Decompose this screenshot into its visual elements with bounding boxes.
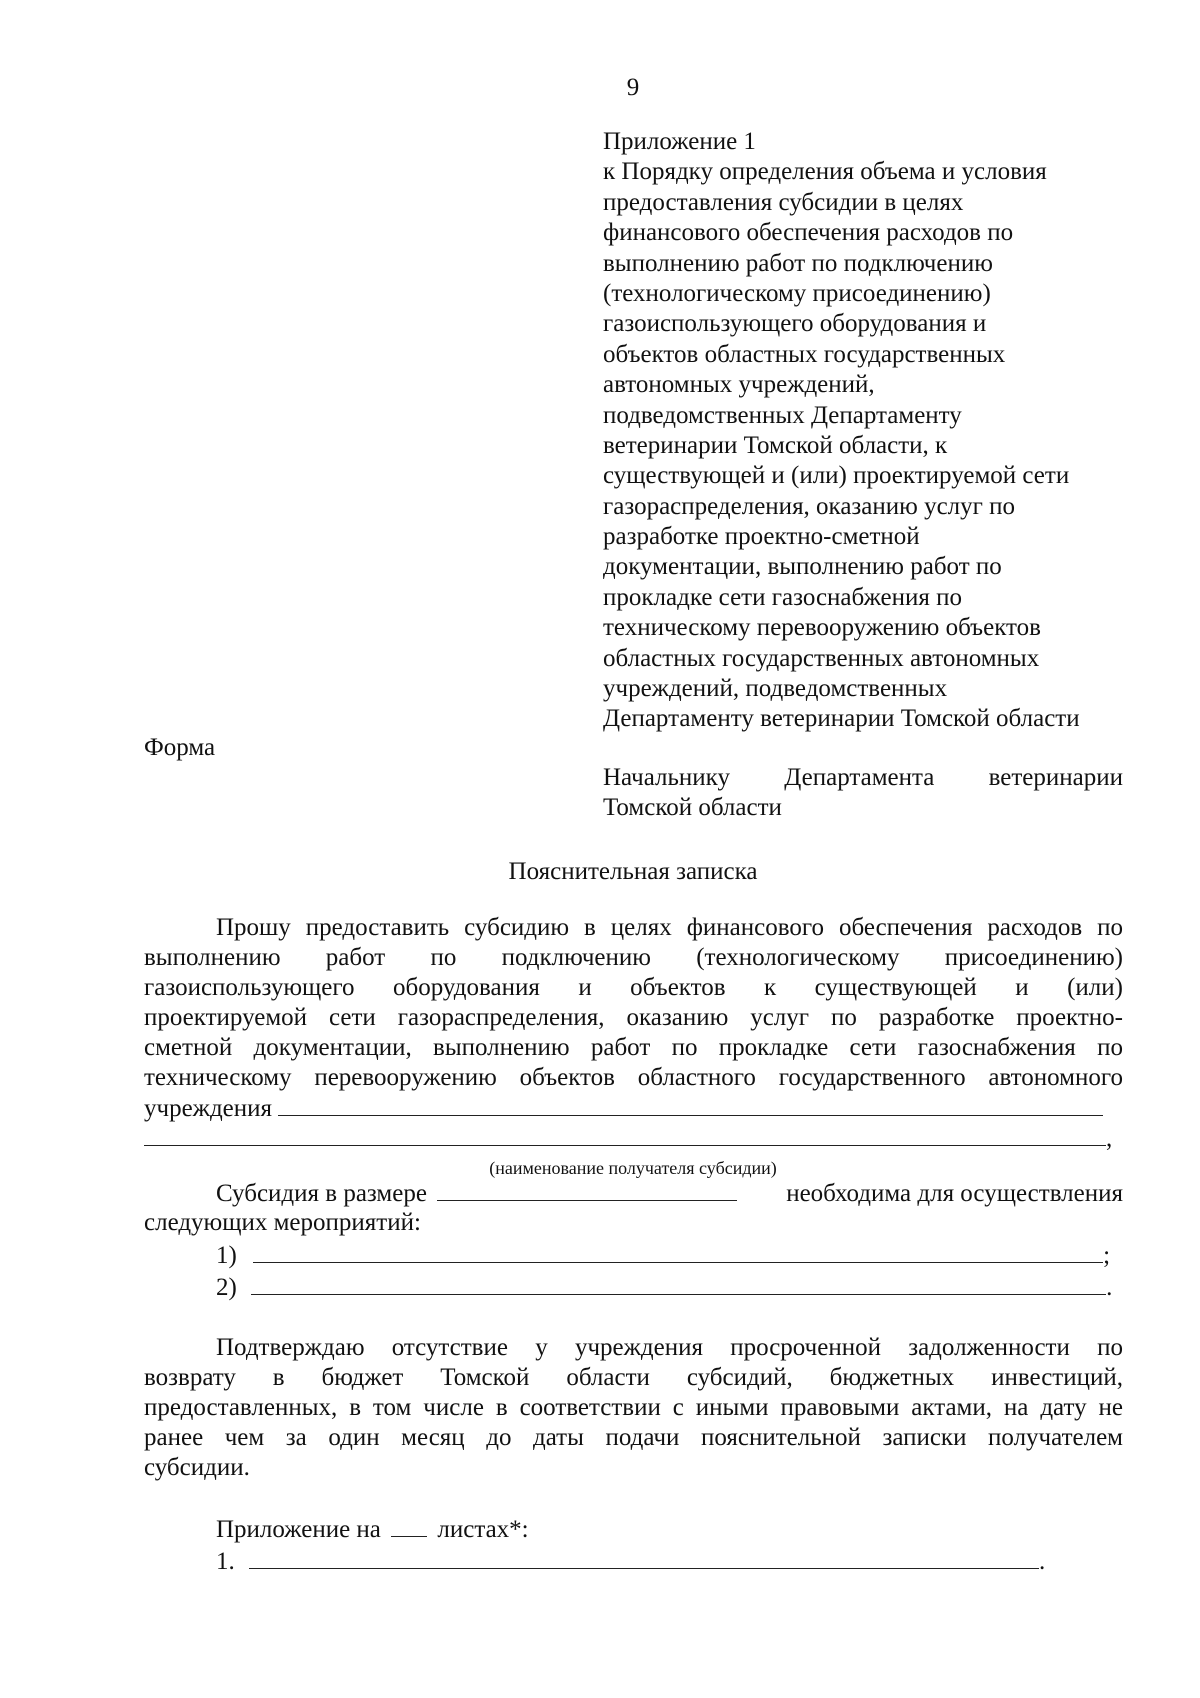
document-title: Пояснительная записка	[508, 858, 758, 885]
addressee-line: Начальнику Департамента ветеринарии	[603, 764, 1123, 791]
institution-name-field[interactable]	[278, 1093, 1103, 1116]
line-end-punct: ;	[1103, 1242, 1111, 1269]
measure-1-field[interactable]	[253, 1240, 1103, 1263]
appendix-line: (технологическому присоединению)	[603, 279, 991, 307]
subsidy-label: Субсидия в размере	[216, 1180, 427, 1207]
confirm-line: субсидии.	[144, 1454, 250, 1481]
addressee-block	[603, 763, 1123, 824]
appendix-line: финансового обеспечения расходов по	[603, 219, 1014, 247]
institution-line-2	[144, 1123, 1123, 1153]
request-line: газоиспользующего оборудования и объектов к существующей и (или)	[144, 974, 1123, 1001]
appendix-line: к Порядку определения объема и условия	[603, 158, 1047, 186]
appendix-line: учреждений, подведомственных	[603, 675, 948, 703]
appendix-line: газораспределения, оказанию услуг по	[603, 492, 1016, 520]
appendix-line: газоиспользующего оборудования и	[603, 310, 987, 338]
form-label: Форма	[144, 734, 216, 761]
institution-label: учреждения	[144, 1095, 273, 1122]
appendix-line: разработке проектно-сметной	[603, 523, 920, 551]
appendix-line: выполнению работ по подключению	[603, 249, 993, 277]
attachments-label: Приложение на	[216, 1516, 381, 1543]
measure-item-1	[216, 1240, 1123, 1270]
measure-number: 2)	[216, 1274, 237, 1301]
attachments-label-suffix: листах*:	[437, 1516, 529, 1543]
measure-number: 1)	[216, 1242, 237, 1269]
request-line: выполнению работ по подключению (технологическому присоединению)	[144, 944, 1123, 971]
line-end-punct: .	[1106, 1274, 1113, 1301]
confirm-line: предоставленных, в том числе в соответствии с иными правовыми актами, на дату не	[144, 1394, 1123, 1421]
line-end-punct: ,	[1106, 1125, 1113, 1152]
request-line: техническому перевооружению объектов областного государственного автономного	[144, 1064, 1123, 1091]
appendix-line: существующей и (или) проектируемой сети	[603, 462, 1070, 490]
measure-2-field[interactable]	[251, 1272, 1106, 1295]
pages-count-field[interactable]	[391, 1514, 427, 1537]
line-end-punct: .	[1039, 1548, 1046, 1575]
request-line: проектируемой сети газораспределения, оказанию услуг по разработке проектно-	[144, 1004, 1123, 1031]
institution-name-field-2[interactable]	[144, 1123, 1106, 1146]
appendix-line: Департаменту ветеринарии Томской области	[603, 705, 1080, 733]
appendix-line: областных государственных автономных	[603, 644, 1040, 672]
appendix-line: Приложение 1	[603, 128, 756, 155]
appendix-line: ветеринарии Томской области, к	[603, 431, 948, 459]
institution-line	[144, 1093, 1123, 1123]
confirm-line: ранее чем за один месяц до даты подачи пояснительной записки получателем	[144, 1424, 1123, 1451]
subsidy-amount-field[interactable]	[437, 1178, 737, 1201]
appendix-line: документации, выполнению работ по	[603, 553, 1002, 581]
subsidy-line: следующих мероприятий:	[144, 1209, 421, 1236]
appendix-line: подведомственных Департаменту	[603, 401, 962, 429]
attachment-number: 1.	[216, 1548, 235, 1575]
attachment-1-field[interactable]	[249, 1546, 1039, 1569]
appendix-line: автономных учреждений,	[603, 371, 875, 399]
attachment-item-1	[216, 1546, 1123, 1576]
appendix-line: предоставления субсидии в целях	[603, 188, 964, 216]
confirm-line: Подтверждаю отсутствие у учреждения просроченной задолженности по	[216, 1334, 1123, 1361]
confirm-line: возврату в бюджет Томской области субсидий, бюджетных инвестиций,	[144, 1364, 1123, 1391]
request-line: сметной документации, выполнению работ по прокладке сети газоснабжения по	[144, 1034, 1123, 1061]
request-line: Прошу предоставить субсидию в целях финансового обеспечения расходов по	[216, 914, 1123, 941]
appendix-line: прокладке сети газоснабжения по	[603, 583, 963, 611]
page-number: 9	[626, 74, 640, 101]
attachments-line	[216, 1514, 1123, 1544]
addressee-line: Томской области	[603, 794, 782, 822]
subsidy-suffix: необходима для осуществления	[786, 1180, 1123, 1207]
appendix-line: техническому перевооружению объектов	[603, 614, 1041, 642]
measure-item-2	[216, 1272, 1123, 1302]
subsidy-line	[216, 1178, 1123, 1208]
appendix-line: объектов областных государственных	[603, 340, 1006, 368]
recipient-caption: (наименование получателя субсидии)	[489, 1158, 777, 1178]
appendix-block	[603, 127, 1123, 735]
